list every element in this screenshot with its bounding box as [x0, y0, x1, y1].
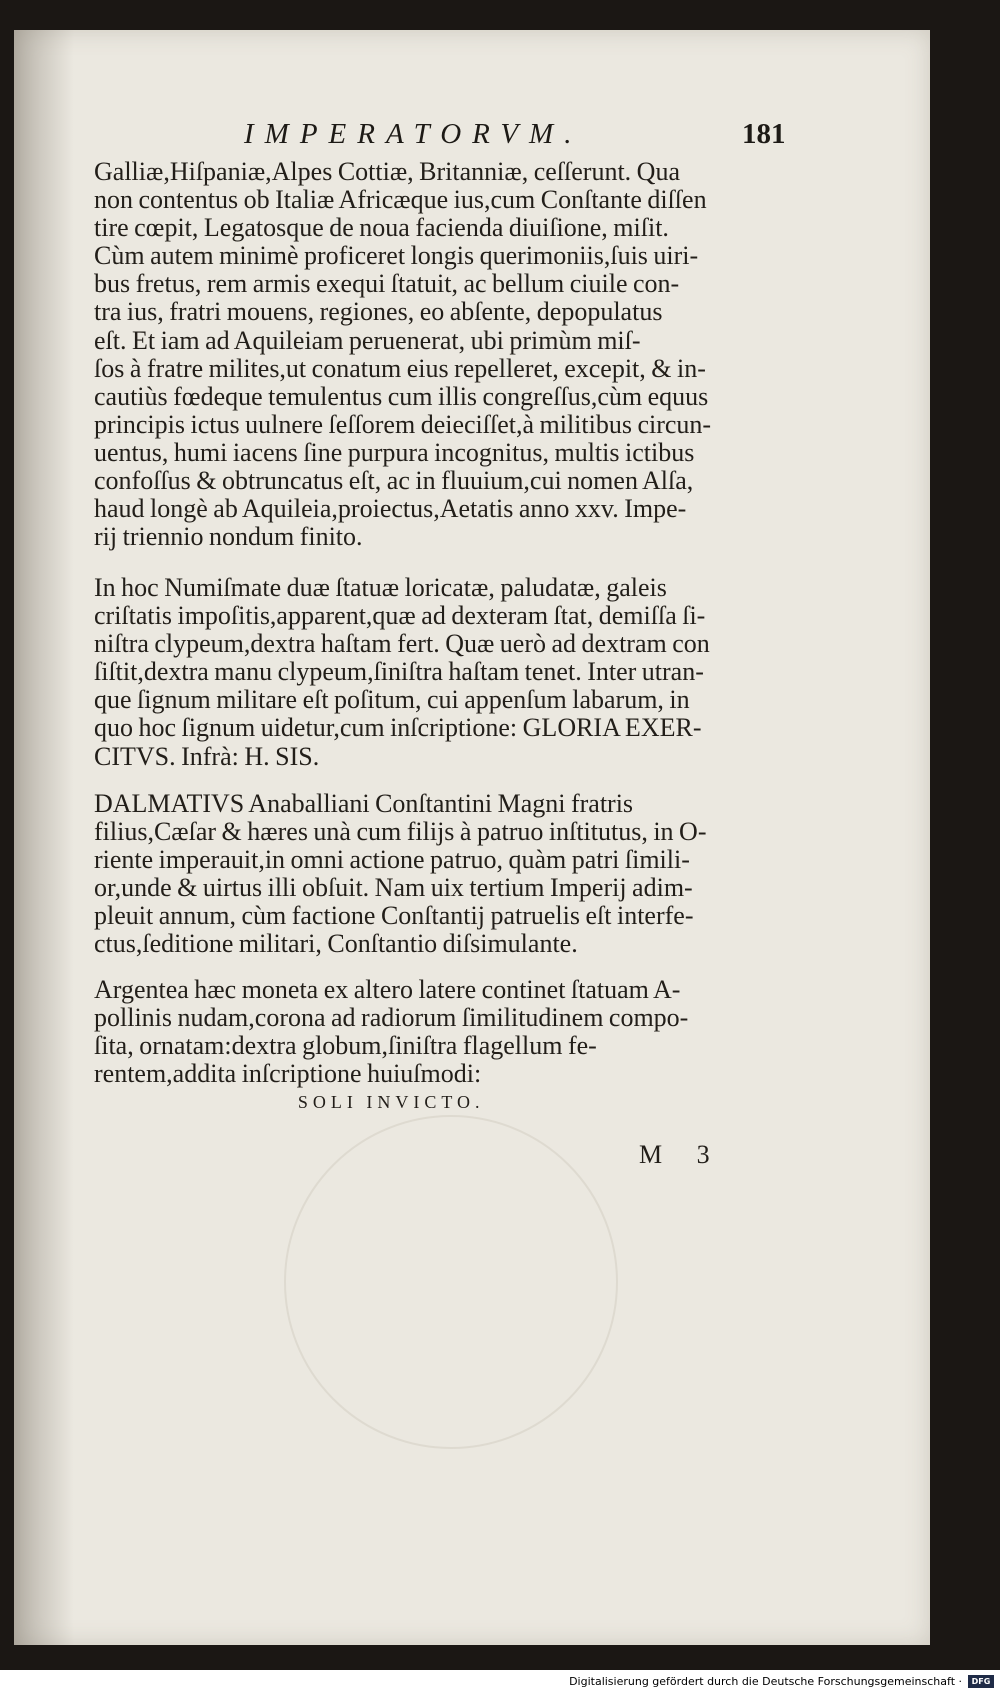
- text-line: eſt. Et iam ad Aquileiam peruenerat, ubi primùm miſ-: [94, 325, 641, 355]
- text-line: pollinis nudam,corona ad radiorum ſimilitudinem compo-: [94, 1003, 689, 1033]
- text-line: ſita, ornatam:dextra globum,ſiniſtra flagellum fe-: [94, 1031, 597, 1061]
- paragraph-2: [94, 574, 710, 771]
- paragraph-1: [94, 158, 711, 551]
- text-line: niſtra clypeum,dextra haſtam fert. Quæ uerò ad dextram con: [94, 629, 710, 659]
- text-line: Argentea hæc moneta ex altero latere continet ſtatuam A-: [94, 975, 681, 1004]
- paragraph-3: [94, 790, 707, 959]
- text-line: non contentus ob Italiæ Africæque ius,cum Conſtante diſſen: [94, 185, 707, 215]
- text-line: tra ius, fratri mouens, regiones, eo abſente, depopulatus: [94, 297, 663, 327]
- footer-bar: [0, 1670, 1000, 1694]
- text-line: Galliæ,Hiſpaniæ,Alpes Cottiæ, Britanniæ, ceſſerunt. Qua: [94, 157, 680, 186]
- text-line: rij triennio nondum finito.: [94, 522, 363, 552]
- text-line: riente imperauit,in omni actione patruo, quàm patri ſimili-: [94, 845, 690, 875]
- page-gutter-shadow: [14, 30, 74, 1645]
- text-line: cautiùs fœdeque temulentus cum illis congreſſus,cùm equus: [94, 381, 709, 411]
- text-line: or,unde & uirtus illi obſuit. Nam uix tertium Imperij adim-: [94, 873, 693, 903]
- text-line: DALMATIVS Anaballiani Conſtantini Magni fratris: [94, 789, 634, 818]
- coin-inscription: SOLI INVICTO.: [297, 1092, 485, 1113]
- dfg-logo-icon: DFG: [968, 1675, 994, 1688]
- paragraph-4: [94, 976, 688, 1116]
- text-line: tire cœpit, Legatosque de noua facienda diuiſione, miſit.: [94, 213, 669, 243]
- text-line: ſos à fratre milites,ut conatum eius repelleret, excepit, & in-: [94, 353, 706, 383]
- text-line: In hoc Numiſmate duæ ſtatuæ loricatæ, paludatæ, galeis: [94, 573, 667, 602]
- footer-credit: Digitalisierung gefördert durch die Deutsche Forschungsgemeinschaft ·: [569, 1675, 962, 1688]
- text-line: bus fretus, rem armis exequi ſtatuit, ac bellum ciuile con-: [94, 269, 680, 299]
- text-line: uentus, humi iacens ſine purpura incognitus, multis ictibus: [94, 437, 695, 467]
- text-line: CITVS. Infrà: H. SIS.: [94, 741, 320, 771]
- text-line: criſtatis impoſitis,apparent,quæ ad dexteram ſtat, demiſſa ſi-: [94, 601, 706, 631]
- text-line: filius,Cæſar & hæres unà cum filijs à patruo inſtitutus, in O-: [94, 817, 707, 847]
- running-head: IMPERATORVM.: [244, 118, 583, 150]
- coin-bleed-through: [284, 1115, 618, 1449]
- book-page: [14, 30, 930, 1645]
- text-line: Cùm autem minimè proficeret longis querimoniis,ſuis uiri-: [94, 241, 699, 271]
- text-line: que ſignum militare eſt poſitum, cui appenſum labarum, in: [94, 685, 690, 715]
- text-line: haud longè ab Aquileia,proiectus,Aetatis anno xxv. Impe-: [94, 494, 687, 524]
- text-line: ſiſtit,dextra manu clypeum,ſiniſtra haſtam tenet. Inter utran-: [94, 657, 704, 687]
- text-line: pleuit annum, cùm factione Conſtantij patruelis eſt interfe-: [94, 901, 694, 931]
- signature-mark: M 3: [639, 1140, 724, 1169]
- text-line: rentem,addita inſcriptione huiuſmodi:: [94, 1059, 482, 1089]
- text-line: quo hoc ſignum uidetur,cum inſcriptione: GLORIA EXER-: [94, 713, 702, 743]
- text-line: principis ictus uulnere ſeſſorem deieciſſet,à militibus circun-: [94, 409, 712, 439]
- text-line: ctus,ſeditione militari, Conſtantio diſsimulante.: [94, 929, 578, 959]
- text-line: confoſſus & obtruncatus eſt, ac in fluuium,cui nomen Alſa,: [94, 466, 694, 496]
- page-number: 181: [742, 118, 786, 150]
